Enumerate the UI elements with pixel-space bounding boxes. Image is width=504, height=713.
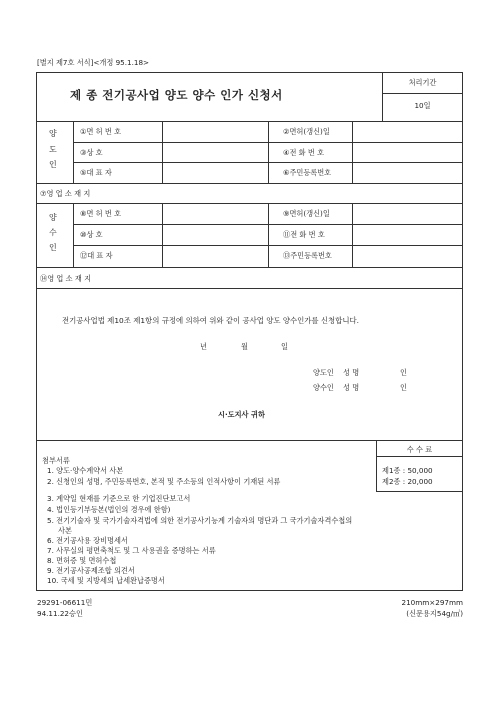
- fee-type1: 제1종 : 50,000: [382, 466, 433, 475]
- divider: [73, 203, 74, 267]
- addressee: 시·도지사 귀하: [218, 410, 265, 419]
- divider: [268, 203, 269, 267]
- signature-name-label: 성 명: [343, 383, 360, 392]
- attachment-item: 6. 전기공사용 장비명세서: [47, 536, 128, 545]
- divider: [36, 183, 463, 184]
- transferee-group-label: 인: [49, 243, 57, 252]
- seal-mark: 인: [400, 368, 407, 377]
- divider: [268, 121, 269, 183]
- field-label-trade-name: ③상 호: [80, 148, 103, 157]
- divider: [352, 121, 353, 183]
- transferor-group-label: 도: [49, 145, 57, 154]
- attachment-item: 7. 사무실의 평면축척도 및 그 사용권을 증명하는 서류: [47, 546, 216, 555]
- field-label-phone: ④전 화 번 호: [283, 148, 325, 157]
- field-label-license-no: ⑧면 허 번 호: [80, 209, 122, 218]
- divider: [162, 121, 163, 183]
- signature-role: 양수인: [313, 383, 334, 392]
- fee-type2: 제2종 : 20,000: [382, 477, 433, 486]
- approval-date: 94.11.22승인: [37, 609, 83, 618]
- divider: [36, 440, 463, 441]
- divider: [162, 203, 163, 267]
- field-label-phone: ⑪전 화 번 호: [283, 230, 325, 239]
- divider: [73, 121, 74, 183]
- field-label-resident-no: ⑬주민등록번호: [283, 251, 332, 260]
- transferor-group-label: 양: [49, 129, 57, 138]
- field-label-license-date: ②면허(갱신)일: [283, 127, 330, 136]
- attachment-item: 8. 면허증 및 면허수첩: [47, 556, 117, 565]
- attachments-heading: 첨부서류: [42, 456, 70, 465]
- divider: [376, 456, 463, 457]
- divider: [376, 491, 463, 492]
- processing-period-value: 10일: [414, 101, 431, 110]
- field-label-trade-name: ⑩상 호: [80, 230, 103, 239]
- paper-type: (신문용지54g/㎡): [406, 609, 463, 618]
- attachment-item: 5. 전기기술자 및 국가기술자격법에 의한 전기공사기능계 기술자의 명단과 그 국가기술자격수첩의: [47, 516, 353, 525]
- divider: [352, 203, 353, 267]
- form-code: 29291-06611민: [37, 598, 93, 607]
- transferor-group-label: 인: [49, 160, 57, 169]
- paper-size: 210mm×297mm: [401, 598, 463, 607]
- attachment-item-continued: 사본: [58, 526, 72, 535]
- field-label-representative: ⑫대 표 자: [80, 251, 113, 260]
- processing-period-label: 처리기간: [408, 78, 437, 87]
- transferee-group-label: 양: [49, 213, 57, 222]
- signature-name-label: 성 명: [343, 368, 360, 377]
- divider: [36, 288, 463, 289]
- date-year-label: 년: [200, 342, 207, 351]
- application-statement: 전기공사업법 제10조 제1항의 규정에 의하여 위와 같이 공사업 양도 양수인가를 신청합니다.: [62, 316, 359, 325]
- divider: [36, 121, 463, 122]
- field-label-license-date: ⑨면허(갱신)일: [283, 209, 330, 218]
- field-label-representative: ⑤대 표 자: [80, 168, 112, 177]
- attachment-item: 10. 국세 및 지방세의 납세완납증명서: [47, 576, 165, 585]
- attachment-item: 4. 법인등기부등본(법인의 경우에 한함): [47, 505, 171, 514]
- field-label-resident-no: ⑥주민등록번호: [283, 168, 332, 177]
- form-title: 제 종 전기공사업 양도 양수 인가 신청서: [70, 88, 283, 102]
- divider: [382, 93, 463, 94]
- divider: [36, 267, 463, 268]
- seal-mark: 인: [400, 383, 407, 392]
- field-label-business-address: ⑭영 업 소 재 지: [40, 274, 92, 283]
- divider: [36, 203, 463, 204]
- attachment-item: 9. 전기공사공제조합 의견서: [47, 566, 135, 575]
- attachment-item: 3. 계약일 현재를 기준으로 한 기업진단보고서: [47, 494, 191, 503]
- fee-heading: 수 수 료: [406, 445, 433, 454]
- field-label-business-address: ⑦영 업 소 재 지: [40, 189, 91, 198]
- form-number-note: [별지 제7호 서식]<개정 95.1.18>: [37, 58, 150, 67]
- transferee-group-label: 수: [49, 228, 57, 237]
- attachment-item: 1. 양도·양수계약서 사본: [47, 466, 124, 475]
- date-month-label: 월: [241, 342, 248, 351]
- field-label-license-no: ①면 허 번 호: [80, 127, 122, 136]
- date-day-label: 일: [281, 342, 288, 351]
- attachment-item: 2. 신청인의 성명, 주민등록번호, 본적 및 주소등의 인적사항이 기재된 서류: [47, 477, 281, 486]
- signature-role: 양도인: [313, 368, 334, 377]
